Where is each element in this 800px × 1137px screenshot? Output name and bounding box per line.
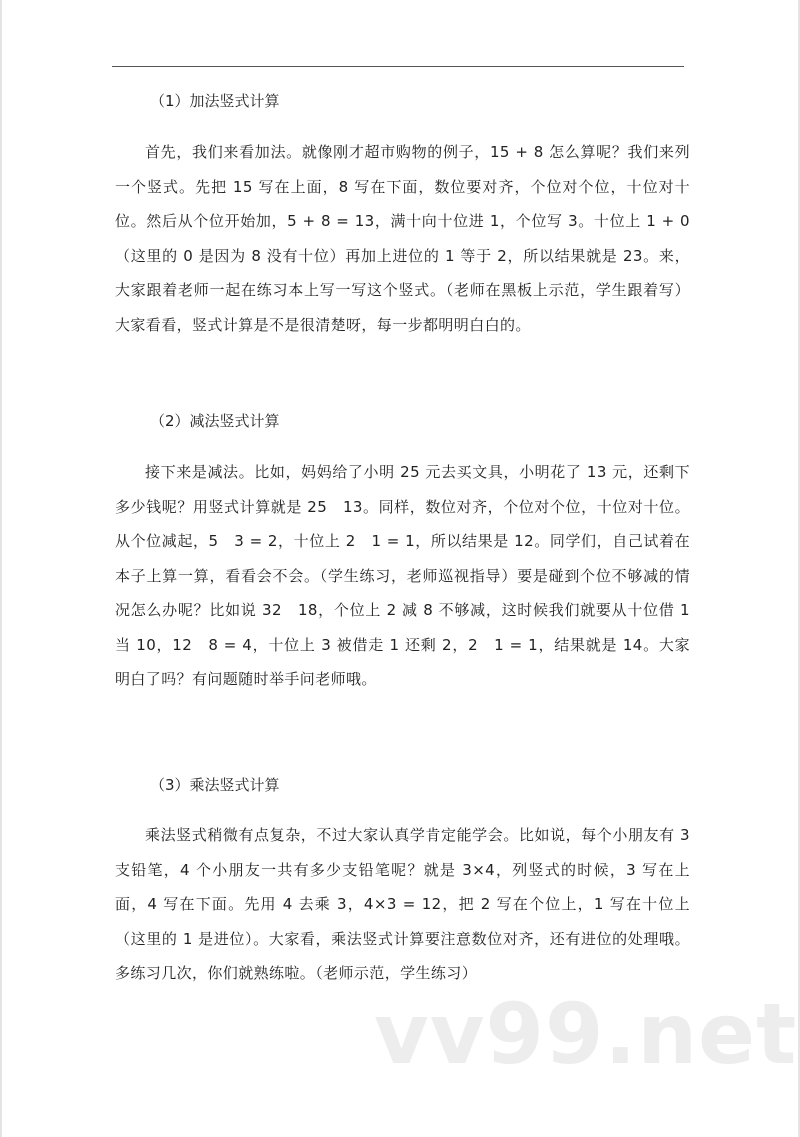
site-watermark: vv99.net xyxy=(374,985,798,1083)
section-body-subtraction: 接下来是减法。比如，妈妈给了小明 25 元去买文具，小明花了 13 元，还剩下多少钱呢？用竖式计算就是 25 13。同样，数位对齐，个位对个位，十位对十位。从个位减起，5 3 = 2，十位上 2 1 = 1，所以结果是 12。同学们，自己试着在本子上算一算，看看会不会。（学生练习，老师巡视指导）要是碰到个位不够减的情况怎么办呢？比如说 32 18，个位上 2 减 8 不够减，这时候我们就要从十位借 1 当 10，12 8 = 4，十位上 3 被借走 1 还剩 2，2 1 = 1，结果就是 14。大家明白了吗？有问题随时举手问老师哦。 xyxy=(115,463,690,688)
section-body-addition: 首先，我们来看加法。就像刚才超市购物的例子，15 + 8 怎么算呢？我们来列一个竖式。先把 15 写在上面，8 写在下面，数位要对齐，个位对个位，十位对十位。然后从个位开始加，5 + 8 = 13，满十向十位进 1，个位写 3。十位上 1 + 0（这里的 0 是因为 8 没有十位）再加上进位的 1 等于 2，所以结果就是 23。来，大家跟着老师一起在练习本上写一写这个竖式。（老师在黑板上示范，学生跟着写）大家看看，竖式计算是不是很清楚呀，每一步都明明白白的。 xyxy=(115,143,690,334)
section-body-multiplication: 乘法竖式稍微有点复杂，不过大家认真学肯定能学会。比如说，每个小朋友有 3 支铅笔，4 个小朋友一共有多少支铅笔呢？就是 3×4，列竖式的时候，3 写在上面，4 写在下面。先用 4 去乘 3，4×3 = 12，把 2 写在个位上，1 写在十位上（这里的 1 是进位）。大家看，乘法竖式计算要注意数位对齐，还有进位的处理哦。多练习几次，你们就熟练啦。（老师示范，学生练习） xyxy=(115,826,690,982)
header-rule xyxy=(112,66,684,67)
section-heading-multiplication: （3）乘法竖式计算 xyxy=(150,776,280,794)
section-heading-subtraction: （2）减法竖式计算 xyxy=(150,412,280,430)
section-heading-addition: （1）加法竖式计算 xyxy=(150,92,280,110)
